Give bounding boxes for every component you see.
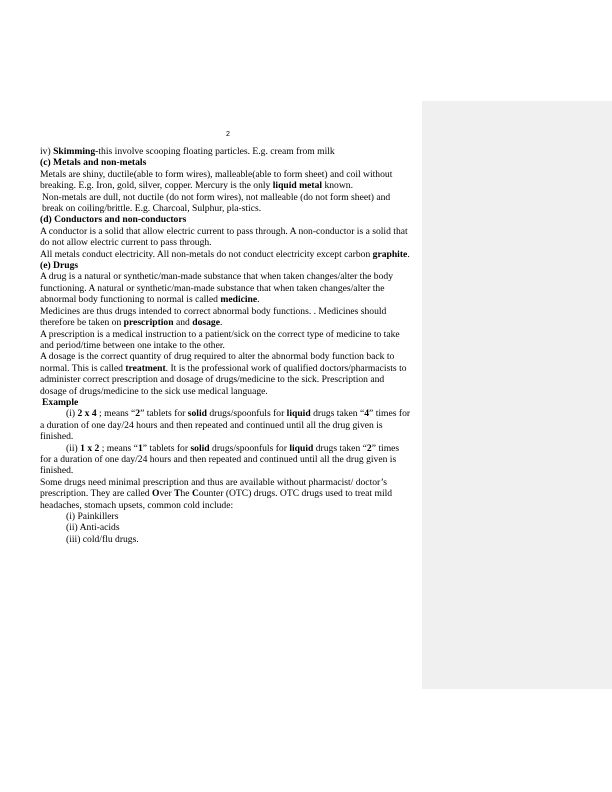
ex1-code: 2 x 4 [77, 408, 97, 420]
drugs-p1-text-a: A drug is a natural or synthetic/man-made substance that when taken changes/alter the body functioning. A natural or synthetic/man-made substance that when taken changes/alter the abnormal body functioning to normal is called [40, 271, 393, 306]
metals-text-b: known. [322, 180, 353, 192]
drugs-p2-mid: and [173, 317, 193, 329]
drugs-p2-text-b: . [219, 317, 223, 329]
conductors-bold: graphite [372, 248, 408, 260]
otc-paragraph [40, 477, 412, 511]
drugs-p4-text-b: . It is the professional work of qualified doctors/pharmacists to administer correct prescription and dosage of drugs/medicine to the sick. Prescription and dosage of drugs/medicine to the sick use medical language. [40, 362, 407, 397]
skimming-text: this involve scooping floating particles. E.g. cream from milk [98, 146, 335, 157]
ex2-t4: drugs taken “ [313, 442, 367, 454]
ex2-code: 1 x 2 [80, 442, 100, 454]
skimming-prefix: iv) [40, 146, 54, 157]
conductors-heading-text: (d) Conductors and non-conductors [40, 214, 187, 226]
skimming-paragraph [40, 146, 412, 157]
metals-text-a: Metals are shiny, ductile(able to form wires), malleable(able to form sheet) and coil without breaking. E.g. Iron, gold, silver, copper. Mercury is the only [40, 168, 393, 192]
ex2-b4: 2 [366, 442, 372, 454]
otc-t3: he [180, 488, 192, 500]
drugs-p1-text-b: . [257, 294, 260, 306]
drugs-p2-bold-1: prescription [123, 317, 174, 329]
drugs-p1-bold: medicine [220, 294, 258, 306]
conductors-text-b: . [407, 248, 410, 260]
ex2-b2: solid [190, 442, 210, 454]
comment-pane [422, 101, 612, 689]
document-body [40, 146, 412, 545]
drugs-paragraph-1 [40, 271, 412, 305]
metals-paragraph [40, 169, 412, 192]
conductors-paragraph-2 [40, 249, 412, 260]
ex2-t3: drugs/spoonfuls for [209, 442, 290, 454]
drugs-paragraph-2 [40, 306, 412, 329]
otc-list-item: (ii) Anti-acids [66, 522, 120, 534]
ex2-b3: liquid [289, 442, 314, 454]
example-heading [40, 397, 412, 408]
skimming-term: Skimming- [53, 146, 99, 157]
ex1-t5: ” times for a duration of one day/24 hours and then repeated and continued until all the drug given is finished. [40, 408, 411, 443]
drugs-p4-text-a: A dosage is the correct quantity of drug required to alter the abnormal body function back to normal. This is called [40, 351, 395, 374]
ex1-t2: ” tablets for [140, 408, 188, 420]
drugs-paragraph-3: A prescription is a medical instruction to a patient/sick on the correct type of medicine to take and period/time between one intake to the other. [40, 328, 400, 351]
page-number: 2 [226, 131, 230, 138]
metals-heading-text: (c) Metals and non-metals [40, 157, 147, 169]
ex1-t4: drugs taken “ [310, 408, 365, 420]
ex1-b4: 4 [364, 408, 370, 420]
metals-heading [40, 157, 412, 168]
otc-b2: T [174, 488, 181, 500]
drugs-p2-bold-2: dosage [192, 317, 220, 329]
drugs-paragraph-4 [40, 351, 412, 397]
conductors-heading [40, 214, 412, 225]
otc-list-item: (iii) cold/flu drugs. [66, 533, 139, 545]
metals-bold: liquid metal [272, 180, 323, 192]
ex2-t5: ” times for a duration of one day/24 hours and then repeated and continued until all the drug given is finished. [40, 442, 400, 477]
ex2-b1: 1 [137, 442, 143, 454]
drugs-heading-text: (e) Drugs [40, 260, 79, 272]
otc-t2: ver [159, 488, 175, 500]
ex2-t1: ; means “ [99, 442, 138, 454]
example-heading-text: Example [42, 396, 79, 408]
ex1-b1: 2 [135, 408, 141, 420]
otc-b3: C [191, 488, 199, 500]
ex1-b3: liquid [286, 408, 311, 420]
ex2-t2: ” tablets for [142, 442, 191, 454]
otc-t4: ounter (OTC) drugs. OTC drugs used to treat mild headaches, stomach upsets, common cold include: [40, 488, 393, 511]
ex1-num: (i) [66, 408, 78, 420]
otc-list-item: (i) Painkillers [66, 511, 119, 522]
otc-t1: Some drugs need minimal prescription and thus are available without pharmacist/ doctor’s prescription. They are called [40, 476, 387, 500]
conductors-paragraph-1: A conductor is a solid that allow electric current to pass through. A non-conductor is a solid that do not allow electric current to pass through. [40, 225, 408, 249]
ex2-num: (ii) [66, 442, 81, 454]
example-item-1 [40, 408, 412, 442]
drugs-heading [40, 260, 412, 271]
drugs-p2-text-a: Medicines are thus drugs intended to correct abnormal body functions. . Medicines should therefore be taken on [40, 305, 387, 329]
example-item-2 [40, 443, 412, 477]
ex1-t3: drugs/spoonfuls for [206, 408, 287, 420]
ex1-b2: solid [187, 408, 207, 420]
conductors-text-a: All metals conduct electricity. All non-metals do not conduct electricity except carbon [40, 248, 373, 260]
otc-b1: O [151, 488, 160, 500]
drugs-p4-bold: treatment [125, 362, 166, 374]
ex1-t1: ; means “ [96, 408, 136, 420]
nonmetals-paragraph: Non-metals are dull, not ductile (do not form wires), not malleable (do not form sheet) and break on coiling/brittle. E.g. Charcoal, Sulphur, pla-stics. [42, 191, 391, 215]
